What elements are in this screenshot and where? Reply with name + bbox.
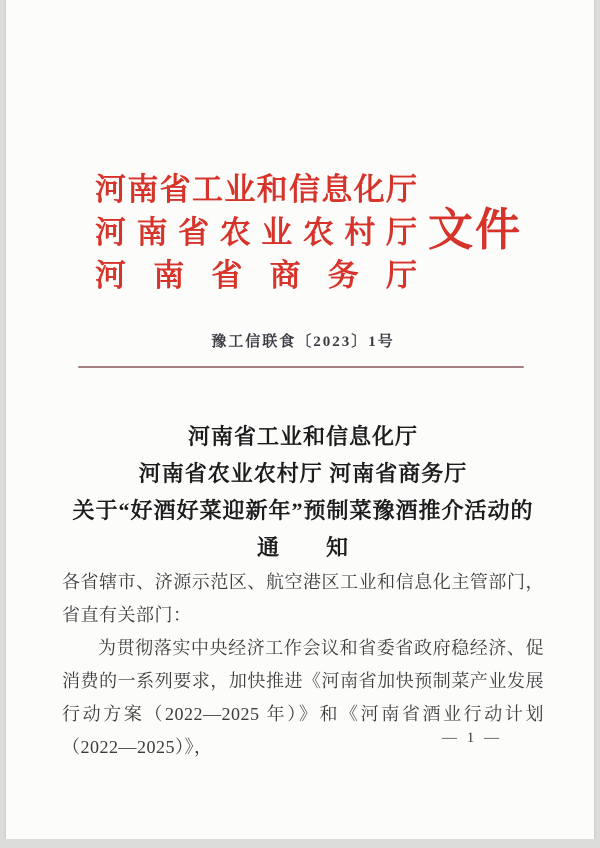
title-line-3: 关于“好酒好菜迎新年”预制菜豫酒推介活动的 — [72, 498, 534, 523]
page-number: — 1 — — [442, 730, 502, 746]
document-title — [6, 418, 600, 566]
letterhead-org-line-3: 河南省商务厅 — [95, 258, 417, 293]
document-page — [6, 0, 594, 840]
body-paragraph: 为贯彻落实中央经济工作会议和省委省政府稳经济、促消费的一系列要求，加快推进《河南省加快预制菜产业发展行动方案（2022—2025 年）》和《河南省酒业行动计划（2022—2025）》， — [62, 638, 544, 757]
title-line-4: 通 知 — [256, 535, 349, 560]
letterhead-org-line-2: 河南省农业农村厅 — [95, 215, 417, 250]
red-divider-line — [78, 366, 524, 368]
title-line-2: 河南省农业农村厅 河南省商务厅 — [138, 461, 468, 486]
doc-type-label: 文件 — [428, 205, 523, 255]
body-salutation: 各省辖市、济源示范区、航空港区工业和信息化主管部门，省直有关部门： — [62, 572, 544, 625]
letterhead-org-line-1: 河南省工业和信息化厅 — [95, 172, 417, 207]
letterhead — [95, 168, 417, 297]
title-line-1: 河南省工业和信息化厅 — [187, 424, 418, 449]
doc-number: 豫工信联食〔2023〕1号 — [211, 334, 395, 350]
scan-edge — [0, 839, 600, 848]
